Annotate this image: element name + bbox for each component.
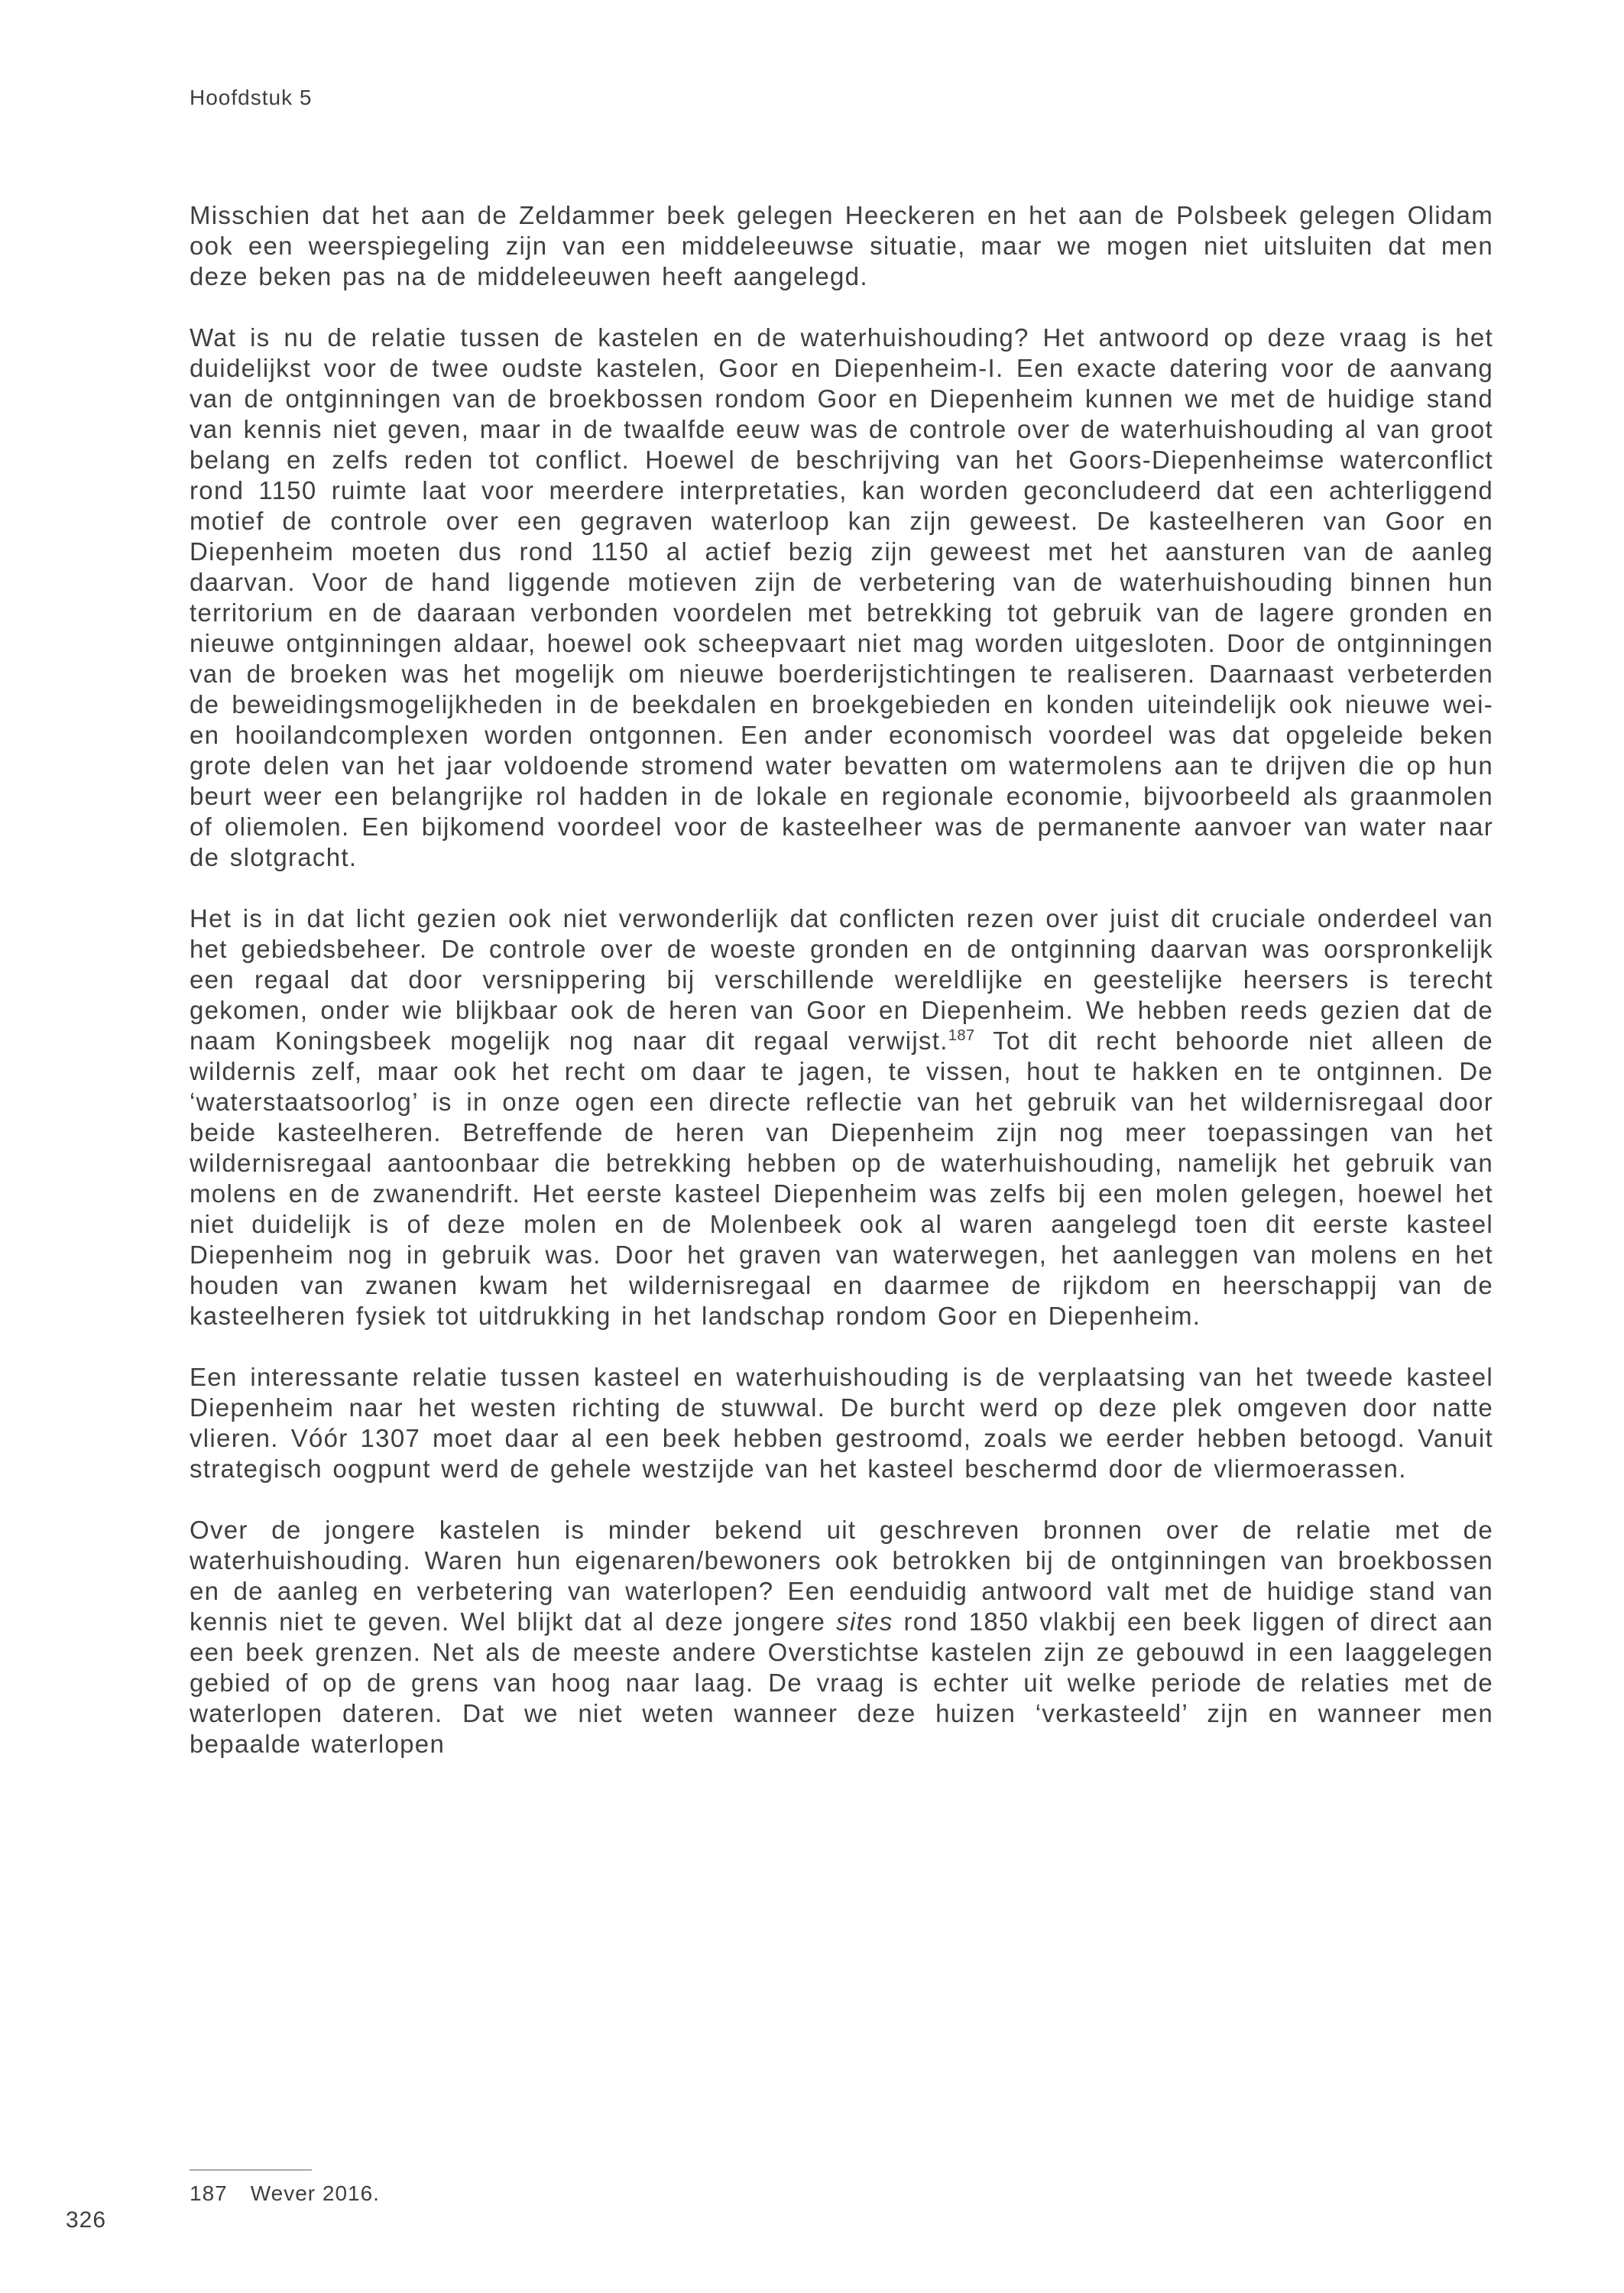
footnote <box>190 2181 1493 2206</box>
chapter-header: Hoofdstuk 5 <box>190 86 313 109</box>
paragraph-1: Misschien dat het aan de Zeldammer beek gelegen Heeckeren en het aan de Polsbeek gelegen Olidam ook een weerspiegeling zijn van een middeleeuwse situatie, maar we mogen niet uitsluiten dat men deze beken pas na de middeleeuwen heeft aangelegd. <box>190 201 1493 290</box>
paragraph-5-italic-word: sites <box>836 1607 893 1636</box>
paragraph-3 <box>190 903 1493 1331</box>
paragraph-2: Wat is nu de relatie tussen de kastelen en de waterhuishouding? Het antwoord op deze vraag is het duidelijkst voor de twee oudste kastelen, Goor en Diepenheim-I. Een exacte datering voor de aanvang van de ontginningen van de broekbossen rondom Goor en Diepenheim kunnen we met de huidige stand van kennis niet geven, maar in de twaalfde eeuw was de controle over de waterhuishouding al van groot belang en zelfs reden tot conflict. Hoewel de beschrijving van het Goors-Diepenheimse waterconflict rond 1150 ruimte laat voor meerdere interpretaties, kan worden geconcludeerd dat een achterliggend motief de controle over een gegraven waterloop kan zijn geweest. De kasteelheren van Goor en Diepenheim moeten dus rond 1150 al actief bezig zijn geweest met het aansturen van de aanleg daarvan. Voor de hand liggende motieven zijn de verbetering van de waterhuishouding binnen hun territorium en de daaraan verbonden voordelen met betrekking tot gebruik van de lagere gronden en nieuwe ontginningen aldaar, hoewel ook scheepvaart niet mag worden uitgesloten. Door de ontginningen van de broeken was het mogelijk om nieuwe boerderijstichtingen te realiseren. Daarnaast verbeterden de beweidingsmogelijkheden in de beekdalen en broekgebieden en konden uiteindelijk ook nieuwe wei- en hooilandcomplexen worden ontgonnen. Een ander economisch voordeel was dat opgeleide beken grote delen van het jaar voldoende stromend water bevatten om watermolens aan te drijven die op hun beurt weer een belangrijke rol hadden in de lokale en regionale economie, bijvoorbeeld als graanmolen of oliemolen. Een bijkomend voordeel voor de kasteelheer was de permanente aanvoer van water naar de slotgracht. <box>190 323 1493 871</box>
body-text <box>190 200 1493 1759</box>
paragraph-5 <box>190 1515 1493 1759</box>
footnote-text: Wever 2016. <box>250 2181 380 2205</box>
paragraph-5-text-before-italic: Over de jongere kastelen is minder bekend uit geschreven bronnen over de relatie met de waterhuishouding. Waren hun eigenaren/bewoners ook betrokken bij de ontginningen van broekbossen en de aanleg en verbetering van waterlopen? Een eenduidig antwoord valt met de huidige stand van kennis niet te geven. Wel blijkt dat al deze jongere <box>190 1516 1493 1636</box>
paragraph-5-text-after-italic: rond 1850 vlakbij een beek liggen of direct aan een beek grenzen. Net als de meeste andere Overstichtse kastelen zijn ze gebouwd in een laaggelegen gebied of op de grens van hoog naar laag. De vraag is echter uit welke periode de relaties met de waterlopen dateren. Dat we niet weten wanneer deze huizen ‘verkasteeld’ zijn en wanneer men bepaalde waterlopen <box>190 1607 1493 1758</box>
paragraph-3-text-after-ref: Tot dit recht behoorde niet alleen de wildernis zelf, maar ook het recht om daar te jagen, te vissen, hout te hakken en te ontginnen. De ‘waterstaatsoorlog’ is in onze ogen een directe reflectie van het gebruik van het wildernisregaal door beide kasteelheren. Betreffende de heren van Diepenheim zijn nog meer toepassingen van het wildernisregaal aantoonbaar die betrekking hebben op de waterhuishouding, namelijk het gebruik van molens en de zwanendrift. Het eerste kasteel Diepenheim was zelfs bij een molen gelegen, hoewel het niet duidelijk is of deze molen en de Molenbeek ook al waren aangelegd toen dit eerste kasteel Diepenheim nog in gebruik was. Door het graven van waterwegen, het aanleggen van molens en het houden van zwanen kwam het wildernisregaal en daarmee de rijkdom en heerschappij van de kasteelheren fysiek tot uitdrukking in het landschap rondom Goor en Diepenheim. <box>190 1026 1493 1330</box>
page-number: 326 <box>66 2207 107 2233</box>
footnote-reference-187: 187 <box>948 1027 975 1044</box>
footnote-number: 187 <box>190 2181 228 2205</box>
paragraph-3-text-before-ref: Het is in dat licht gezien ook niet verwonderlijk dat conflicten rezen over juist dit cruciale onderdeel van het gebiedsbeheer. De controle over de woeste gronden en de ontginning daarvan was oorspronkelijk een regaal dat door versnippering bij verschillende wereldlijke en geestelijke heersers is terecht gekomen, onder wie blijkbaar ook de heren van Goor en Diepenheim. We hebben reeds gezien dat de naam Koningsbeek mogelijk nog naar dit regaal verwijst. <box>190 904 1493 1055</box>
paragraph-4: Een interessante relatie tussen kasteel en waterhuishouding is de verplaatsing van het tweede kasteel Diepenheim naar het westen richting de stuwwal. De burcht werd op deze plek omgeven door natte vlieren. Vóór 1307 moet daar al een beek hebben gestroomd, zoals we eerder hebben betoogd. Vanuit strategisch oogpunt werd de gehele westzijde van het kasteel beschermd door de vliermoerassen. <box>190 1363 1493 1483</box>
footnote-divider <box>190 2169 312 2171</box>
